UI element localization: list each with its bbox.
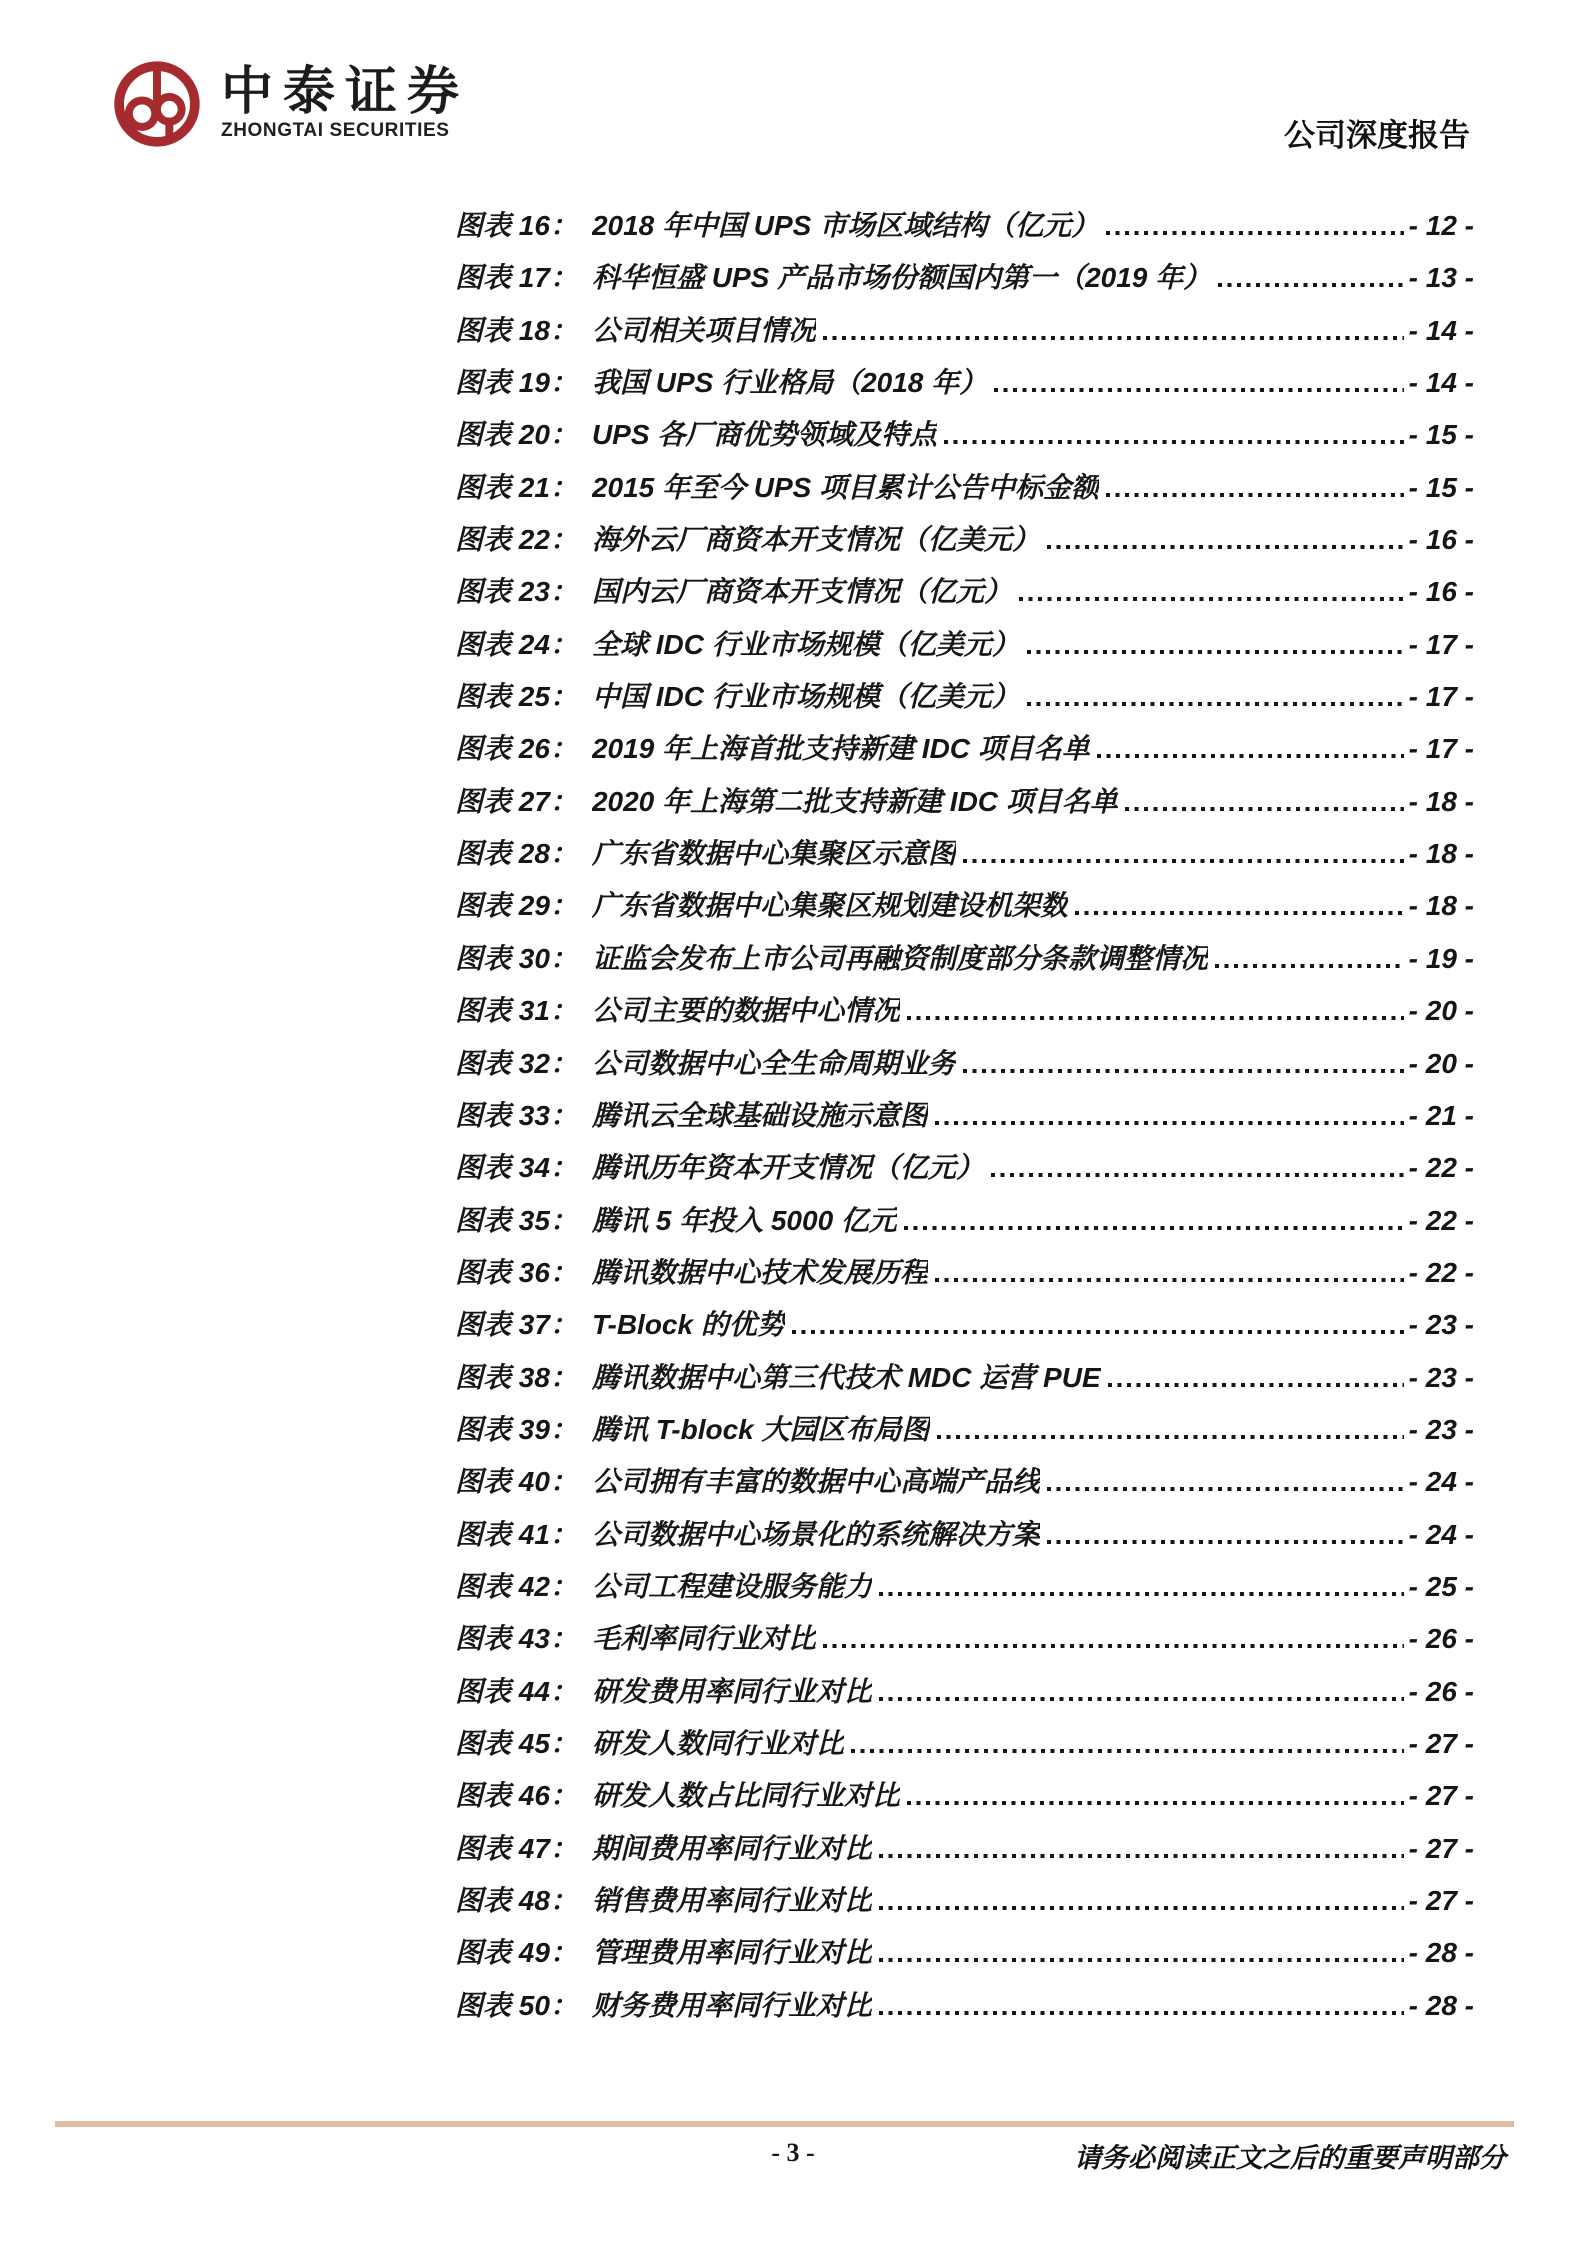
toc-entry-title: 腾讯云全球基础设施示意图 [591, 1099, 928, 1131]
toc-entry-page-number: - 27 - [1408, 1780, 1474, 1812]
toc-entry[interactable] [455, 1038, 1474, 1090]
toc-entry-page-number: - 23 - [1408, 1361, 1474, 1393]
toc-entry-label: 图表 50： [455, 1989, 578, 2021]
toc-dot-leader [907, 1801, 1404, 1805]
toc-entry-title: UPS 各厂商优势领域及特点 [591, 419, 938, 451]
toc-entry[interactable] [455, 514, 1474, 566]
toc-dot-leader [879, 1592, 1404, 1596]
toc-entry[interactable] [455, 409, 1474, 461]
toc-dot-leader [1125, 807, 1404, 811]
toc-entry-page-number: - 20 - [1408, 1047, 1474, 1079]
toc-entry-title: 期间费用率同行业对比 [591, 1832, 872, 1864]
toc-entry[interactable] [455, 1456, 1474, 1508]
toc-dot-leader [944, 440, 1403, 444]
toc-dot-leader [937, 1435, 1404, 1439]
toc-entry-title: 我国 UPS 行业格局（2018 年） [591, 367, 988, 399]
toc-entry-title: 全球 IDC 行业市场规模（亿美元） [591, 628, 1020, 660]
toc-entry-page-number: - 25 - [1408, 1570, 1474, 1602]
toc-entry-page-number: - 18 - [1408, 785, 1474, 817]
toc-dot-leader [823, 1644, 1404, 1648]
toc-entry-label: 图表 21： [455, 471, 578, 503]
toc-entry-page-number: - 17 - [1408, 733, 1474, 765]
report-type-label: 公司深度报告 [1284, 118, 1470, 153]
toc-dot-leader [851, 1749, 1404, 1753]
toc-entry-page-number: - 17 - [1408, 628, 1474, 660]
toc-entry-label: 图表 20： [455, 419, 578, 451]
toc-entry-title: 2015 年至今 UPS 项目累计公告中标金额 [591, 471, 1100, 503]
footer-disclaimer: 请务必阅读正文之后的重要声明部分 [1074, 2143, 1506, 2173]
toc-dot-leader [991, 1173, 1404, 1177]
brand-name-cn: 中泰证券 [221, 63, 470, 121]
toc-entry-title: 公司数据中心场景化的系统解决方案 [591, 1518, 1040, 1550]
toc-dot-leader [1108, 1383, 1404, 1387]
toc-entry-label: 图表 47： [455, 1832, 578, 1864]
toc-entry-title: 公司数据中心全生命周期业务 [591, 1047, 956, 1079]
toc-entry-title: 腾讯历年资本开支情况（亿元） [591, 1152, 984, 1184]
toc-entry-label: 图表 30： [455, 942, 578, 974]
toc-entry-page-number: - 27 - [1408, 1727, 1474, 1759]
toc-entry[interactable] [455, 1927, 1474, 1979]
toc-entry-title: 科华恒盛 UPS 产品市场份额国内第一（2019 年） [591, 262, 1212, 294]
toc-entry-label: 图表 17： [455, 262, 578, 294]
toc-entry[interactable] [455, 1613, 1474, 1665]
toc-entry-label: 图表 38： [455, 1361, 578, 1393]
toc-entry-title: 2020 年上海第二批支持新建 IDC 项目名单 [591, 785, 1118, 817]
toc-entry-page-number: - 26 - [1408, 1675, 1474, 1707]
toc-entry-title: 2018 年中国 UPS 市场区域结构（亿元） [591, 210, 1100, 241]
toc-entry-page-number: - 27 - [1408, 1885, 1474, 1916]
toc-entry-label: 图表 24： [455, 628, 578, 660]
toc-entry-page-number: - 27 - [1408, 1832, 1474, 1864]
toc-entry-label: 图表 29： [455, 890, 578, 922]
toc-entry-page-number: - 16 - [1408, 576, 1474, 608]
toc-figure-list [455, 200, 1474, 2032]
toc-entry[interactable] [455, 1980, 1474, 2032]
toc-entry-label: 图表 19： [455, 367, 578, 399]
toc-entry[interactable] [455, 1718, 1474, 1770]
toc-dot-leader [1106, 231, 1404, 235]
toc-entry-title: 研发费用率同行业对比 [591, 1675, 872, 1707]
toc-dot-leader [963, 1069, 1404, 1073]
toc-entry[interactable] [455, 200, 1474, 252]
toc-entry[interactable] [455, 1509, 1474, 1561]
toc-entry[interactable] [455, 776, 1474, 828]
toc-entry-label: 图表 34： [455, 1152, 578, 1184]
toc-entry[interactable] [455, 828, 1474, 880]
toc-entry-label: 图表 23： [455, 576, 578, 608]
toc-dot-leader [1027, 650, 1404, 654]
zhongtai-knot-emblem-icon [113, 60, 201, 148]
toc-entry-label: 图表 37： [455, 1309, 578, 1341]
toc-entry[interactable] [455, 619, 1474, 671]
toc-entry[interactable] [455, 1770, 1474, 1822]
toc-dot-leader [904, 1226, 1404, 1230]
toc-entry-label: 图表 16： [455, 210, 578, 241]
toc-entry-title: 研发人数同行业对比 [591, 1727, 844, 1759]
toc-dot-leader [792, 1330, 1404, 1334]
toc-entry-label: 图表 45： [455, 1727, 578, 1759]
toc-entry-label: 图表 49： [455, 1937, 578, 1969]
toc-dot-leader [907, 1016, 1404, 1020]
toc-dot-leader [1047, 1487, 1404, 1491]
toc-entry-title: 管理费用率同行业对比 [591, 1937, 872, 1969]
toc-entry[interactable] [455, 1090, 1474, 1142]
brand-text [221, 60, 469, 142]
toc-entry-label: 图表 26： [455, 733, 578, 765]
toc-entry[interactable] [455, 305, 1474, 357]
toc-entry[interactable] [455, 671, 1474, 723]
toc-entry-page-number: - 26 - [1408, 1623, 1474, 1655]
toc-entry-title: 公司主要的数据中心情况 [591, 995, 900, 1027]
toc-dot-leader [1019, 597, 1404, 601]
toc-entry-page-number: - 18 - [1408, 890, 1474, 922]
toc-entry-page-number: - 15 - [1408, 471, 1474, 503]
toc-entry[interactable] [455, 723, 1474, 775]
toc-entry-label: 图表 32： [455, 1047, 578, 1079]
toc-entry-label: 图表 36： [455, 1256, 578, 1288]
toc-entry[interactable] [455, 1404, 1474, 1456]
toc-entry[interactable] [455, 933, 1474, 985]
brand-name-en: ZHONGTAI SECURITIES [221, 120, 450, 141]
toc-entry[interactable] [455, 1823, 1474, 1875]
toc-entry-page-number: - 28 - [1408, 1989, 1474, 2021]
toc-entry-page-number: - 22 - [1408, 1256, 1474, 1288]
toc-dot-leader [935, 1121, 1404, 1125]
toc-entry[interactable] [455, 1195, 1474, 1247]
toc-entry-title: 腾讯 5 年投入 5000 亿元 [591, 1204, 897, 1236]
toc-entry-page-number: - 18 - [1408, 838, 1474, 870]
toc-dot-leader [1106, 493, 1404, 497]
toc-entry-page-number: - 14 - [1408, 314, 1474, 346]
toc-entry-label: 图表 40： [455, 1466, 578, 1498]
toc-entry-title: 腾讯 T-block 大园区布局图 [591, 1413, 930, 1445]
toc-entry[interactable] [455, 1299, 1474, 1351]
toc-dot-leader [879, 2011, 1404, 2015]
toc-entry-title: 研发人数占比同行业对比 [591, 1780, 900, 1812]
toc-entry-label: 图表 46： [455, 1780, 578, 1812]
toc-entry-label: 图表 48： [455, 1885, 578, 1916]
toc-entry-title: 证监会发布上市公司再融资制度部分条款调整情况 [591, 942, 1208, 974]
toc-entry-label: 图表 28： [455, 838, 578, 870]
toc-entry-page-number: - 14 - [1408, 367, 1474, 399]
toc-entry-title: 公司拥有丰富的数据中心高端产品线 [591, 1466, 1040, 1498]
toc-entry-title: 中国 IDC 行业市场规模（亿美元） [591, 681, 1020, 713]
toc-entry-page-number: - 13 - [1408, 262, 1474, 294]
toc-dot-leader [994, 388, 1404, 392]
toc-entry[interactable] [455, 566, 1474, 618]
toc-dot-leader [879, 1854, 1404, 1858]
toc-entry-label: 图表 33： [455, 1099, 578, 1131]
toc-entry-page-number: - 12 - [1408, 210, 1474, 241]
toc-entry-title: 财务费用率同行业对比 [591, 1989, 872, 2021]
toc-entry-label: 图表 18： [455, 314, 578, 346]
toc-entry-page-number: - 21 - [1408, 1099, 1474, 1131]
toc-dot-leader [1047, 545, 1404, 549]
toc-entry-title: 毛利率同行业对比 [591, 1623, 816, 1655]
toc-dot-leader [1075, 911, 1404, 915]
toc-dot-leader [1215, 964, 1404, 968]
toc-dot-leader [963, 859, 1404, 863]
toc-entry-page-number: - 20 - [1408, 995, 1474, 1027]
toc-entry[interactable] [455, 462, 1474, 514]
page-number: - 3 - [771, 2138, 815, 2167]
toc-entry-title: 腾讯数据中心技术发展历程 [591, 1256, 928, 1288]
toc-entry-title: 广东省数据中心集聚区规划建设机架数 [591, 890, 1068, 922]
toc-entry-title: 销售费用率同行业对比 [591, 1885, 872, 1916]
toc-entry-title: 广东省数据中心集聚区示意图 [591, 838, 956, 870]
toc-entry-page-number: - 17 - [1408, 681, 1474, 713]
toc-dot-leader [879, 1958, 1404, 1962]
toc-entry[interactable] [455, 880, 1474, 932]
toc-entry-page-number: - 22 - [1408, 1152, 1474, 1184]
toc-entry-page-number: - 15 - [1408, 419, 1474, 451]
toc-entry-label: 图表 35： [455, 1204, 578, 1236]
toc-dot-leader [879, 1906, 1404, 1910]
toc-dot-leader [823, 336, 1404, 340]
toc-entry-title: 公司相关项目情况 [591, 314, 816, 346]
toc-entry-label: 图表 42： [455, 1570, 578, 1602]
toc-entry[interactable] [455, 1666, 1474, 1718]
toc-entry-title: 国内云厂商资本开支情况（亿元） [591, 576, 1012, 608]
toc-entry-page-number: - 28 - [1408, 1937, 1474, 1969]
toc-entry-title: 2019 年上海首批支持新建 IDC 项目名单 [591, 733, 1090, 765]
toc-dot-leader [879, 1697, 1404, 1701]
toc-dot-leader [935, 1278, 1404, 1282]
toc-entry-label: 图表 41： [455, 1518, 578, 1550]
toc-entry[interactable] [455, 1352, 1474, 1404]
footer-rule [55, 2121, 1514, 2127]
toc-entry-page-number: - 23 - [1408, 1309, 1474, 1341]
toc-entry-page-number: - 24 - [1408, 1518, 1474, 1550]
toc-entry-label: 图表 25： [455, 681, 578, 713]
toc-entry-label: 图表 31： [455, 995, 578, 1027]
toc-entry[interactable] [455, 1142, 1474, 1194]
toc-entry[interactable] [455, 985, 1474, 1037]
toc-entry-page-number: - 22 - [1408, 1204, 1474, 1236]
toc-entry-title: 公司工程建设服务能力 [591, 1570, 872, 1602]
toc-entry-label: 图表 27： [455, 785, 578, 817]
toc-dot-leader [1097, 754, 1404, 758]
toc-entry-label: 图表 39： [455, 1413, 578, 1445]
toc-entry-page-number: - 19 - [1408, 942, 1474, 974]
brand-logo [113, 60, 469, 148]
toc-entry-title: T-Block 的优势 [591, 1309, 785, 1341]
toc-dot-leader [1218, 283, 1404, 287]
toc-entry-page-number: - 23 - [1408, 1413, 1474, 1445]
toc-entry[interactable] [455, 1561, 1474, 1613]
toc-entry-page-number: - 16 - [1408, 524, 1474, 556]
toc-entry-label: 图表 22： [455, 524, 578, 556]
toc-entry[interactable] [455, 357, 1474, 409]
toc-entry[interactable] [455, 252, 1474, 304]
toc-entry-label: 图表 44： [455, 1675, 578, 1707]
toc-entry-label: 图表 43： [455, 1623, 578, 1655]
toc-entry-title: 海外云厂商资本开支情况（亿美元） [591, 524, 1040, 556]
toc-dot-leader [1047, 1540, 1404, 1544]
toc-entry[interactable] [455, 1247, 1474, 1299]
toc-entry[interactable] [455, 1875, 1474, 1927]
toc-entry-title: 腾讯数据中心第三代技术 MDC 运营 PUE [591, 1361, 1101, 1393]
toc-entry-page-number: - 24 - [1408, 1466, 1474, 1498]
toc-dot-leader [1027, 702, 1404, 706]
